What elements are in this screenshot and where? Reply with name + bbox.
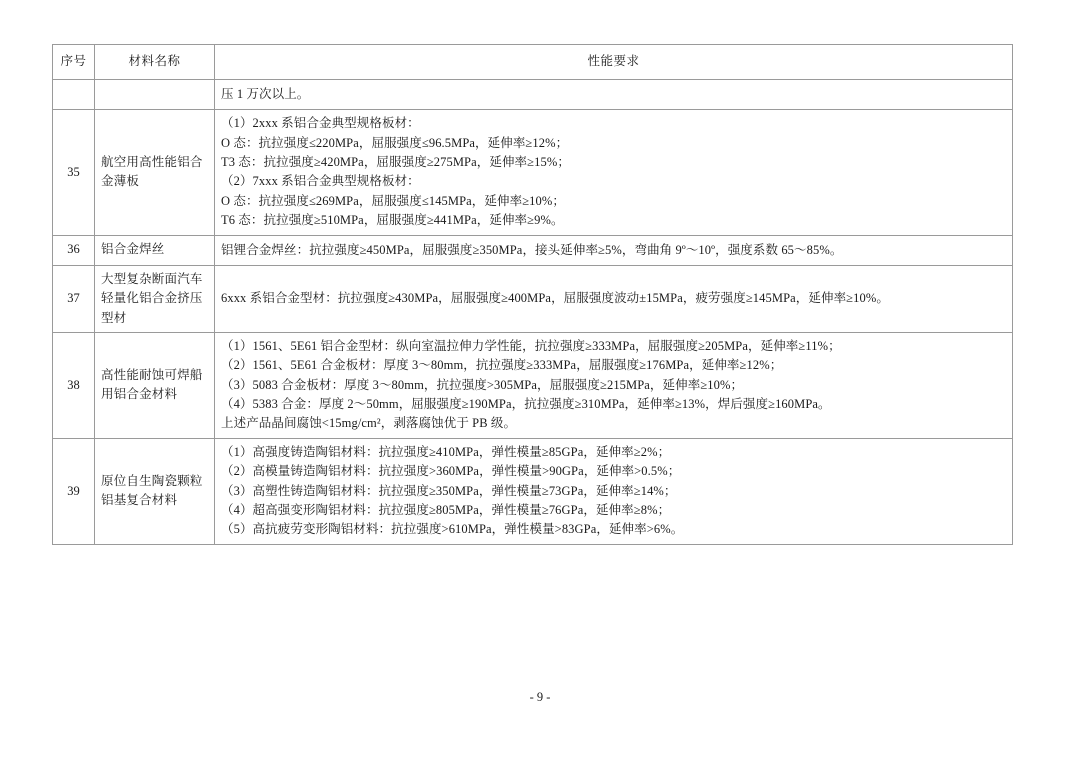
requirement-line: 上述产品晶间腐蚀<15mg/cm²，剥落腐蚀优于 PB 级。	[221, 416, 517, 431]
table-row	[53, 110, 1013, 235]
requirement-cell	[215, 110, 1013, 235]
row-number: 36	[53, 235, 95, 265]
requirement-line: 6xxx 系铝合金型材：抗拉强度≥430MPa，屈服强度≥400MPa，屈服强度波动±15MPa，疲劳强度≥145MPa，延伸率≥10%。	[221, 291, 889, 306]
table-header-row	[53, 45, 1013, 80]
requirement-line: （5）高抗疲劳变形陶铝材料：抗拉强度>610MPa，弹性模量>83GPa，延伸率>6%。	[221, 522, 684, 537]
material-name: 高性能耐蚀可焊船用铝合金材料	[95, 332, 215, 438]
requirement-line: O 态：抗拉强度≤220MPa，屈服强度≤96.5MPa，延伸率≥12%；	[221, 135, 569, 150]
table-body	[53, 80, 1013, 545]
requirement-line: （2）高模量铸造陶铝材料：抗拉强度>360MPa，弹性模量>90GPa，延伸率>0.5%；	[221, 464, 681, 479]
requirement-line: （3）5083 合金板材：厚度 3～80mm，抗拉强度>305MPa，屈服强度≥215MPa，延伸率≥10%；	[221, 377, 744, 392]
material-name: 大型复杂断面汽车轻量化铝合金挤压型材	[95, 265, 215, 332]
column-header-requirement: 性能要求	[215, 45, 1013, 80]
requirement-line: 铝锂合金焊丝：抗拉强度≥450MPa，屈服强度≥350MPa，接头延伸率≥5%，弯曲角 9º～10º，强度系数 65～85%。	[221, 242, 843, 257]
requirement-line: O 态：抗拉强度≤269MPa，屈服强度≤145MPa，延伸率≥10%；	[221, 193, 565, 208]
requirement-cell	[215, 438, 1013, 544]
requirement-cell	[215, 332, 1013, 438]
row-number	[53, 80, 95, 110]
row-number: 38	[53, 332, 95, 438]
column-header-no: 序号	[53, 45, 95, 80]
requirement-line: （2）1561、5E61 合金板材：厚度 3～80mm，抗拉强度≥333MPa，屈服强度≥176MPa，延伸率≥12%；	[221, 358, 783, 373]
row-number: 35	[53, 110, 95, 235]
requirement-line: （4）超高强变形陶铝材料：抗拉强度≥805MPa，弹性模量≥76GPa，延伸率≥8%；	[221, 502, 671, 517]
material-name: 原位自生陶瓷颗粒铝基复合材料	[95, 438, 215, 544]
table-row	[53, 265, 1013, 332]
table-row	[53, 332, 1013, 438]
material-name: 航空用高性能铝合金薄板	[95, 110, 215, 235]
table-row	[53, 438, 1013, 544]
table-row	[53, 235, 1013, 265]
requirement-cell	[215, 80, 1013, 110]
requirement-line: （1）高强度铸造陶铝材料：抗拉强度≥410MPa，弹性模量≥85GPa，延伸率≥2%；	[221, 444, 671, 459]
material-name	[95, 80, 215, 110]
requirement-line: T3 态：抗拉强度≥420MPa，屈服强度≥275MPa，延伸率≥15%；	[221, 155, 570, 169]
performance-requirements-table	[52, 44, 1013, 545]
requirement-line: （1）1561、5E61 铝合金型材：纵向室温拉伸力学性能，抗拉强度≥333MPa，屈服强度≥205MPa，延伸率≥11%；	[221, 338, 841, 353]
requirement-line: 压 1 万次以上。	[221, 87, 310, 101]
table-header	[53, 45, 1013, 80]
column-header-name: 材料名称	[95, 45, 215, 80]
requirement-cell	[215, 265, 1013, 332]
row-number: 37	[53, 265, 95, 332]
page-number: - 9 -	[529, 690, 551, 704]
material-name: 铝合金焊丝	[95, 235, 215, 265]
requirement-line: （2）7xxx 系铝合金典型规格板材：	[221, 174, 420, 189]
requirement-line: T6 态：抗拉强度≥510MPa，屈服强度≥441MPa，延伸率≥9%。	[221, 213, 564, 228]
requirement-line: （1）2xxx 系铝合金典型规格板材：	[221, 116, 420, 131]
requirement-cell	[215, 235, 1013, 265]
requirement-line: （4）5383 合金：厚度 2～50mm，屈服强度≥190MPa，抗拉强度≥310MPa，延伸率≥13%，焊后强度≥160MPa。	[221, 397, 831, 411]
requirement-line: （3）高塑性铸造陶铝材料：抗拉强度≥350MPa，弹性模量≥73GPa，延伸率≥14%；	[221, 483, 677, 498]
row-number: 39	[53, 438, 95, 544]
table-row	[53, 80, 1013, 110]
